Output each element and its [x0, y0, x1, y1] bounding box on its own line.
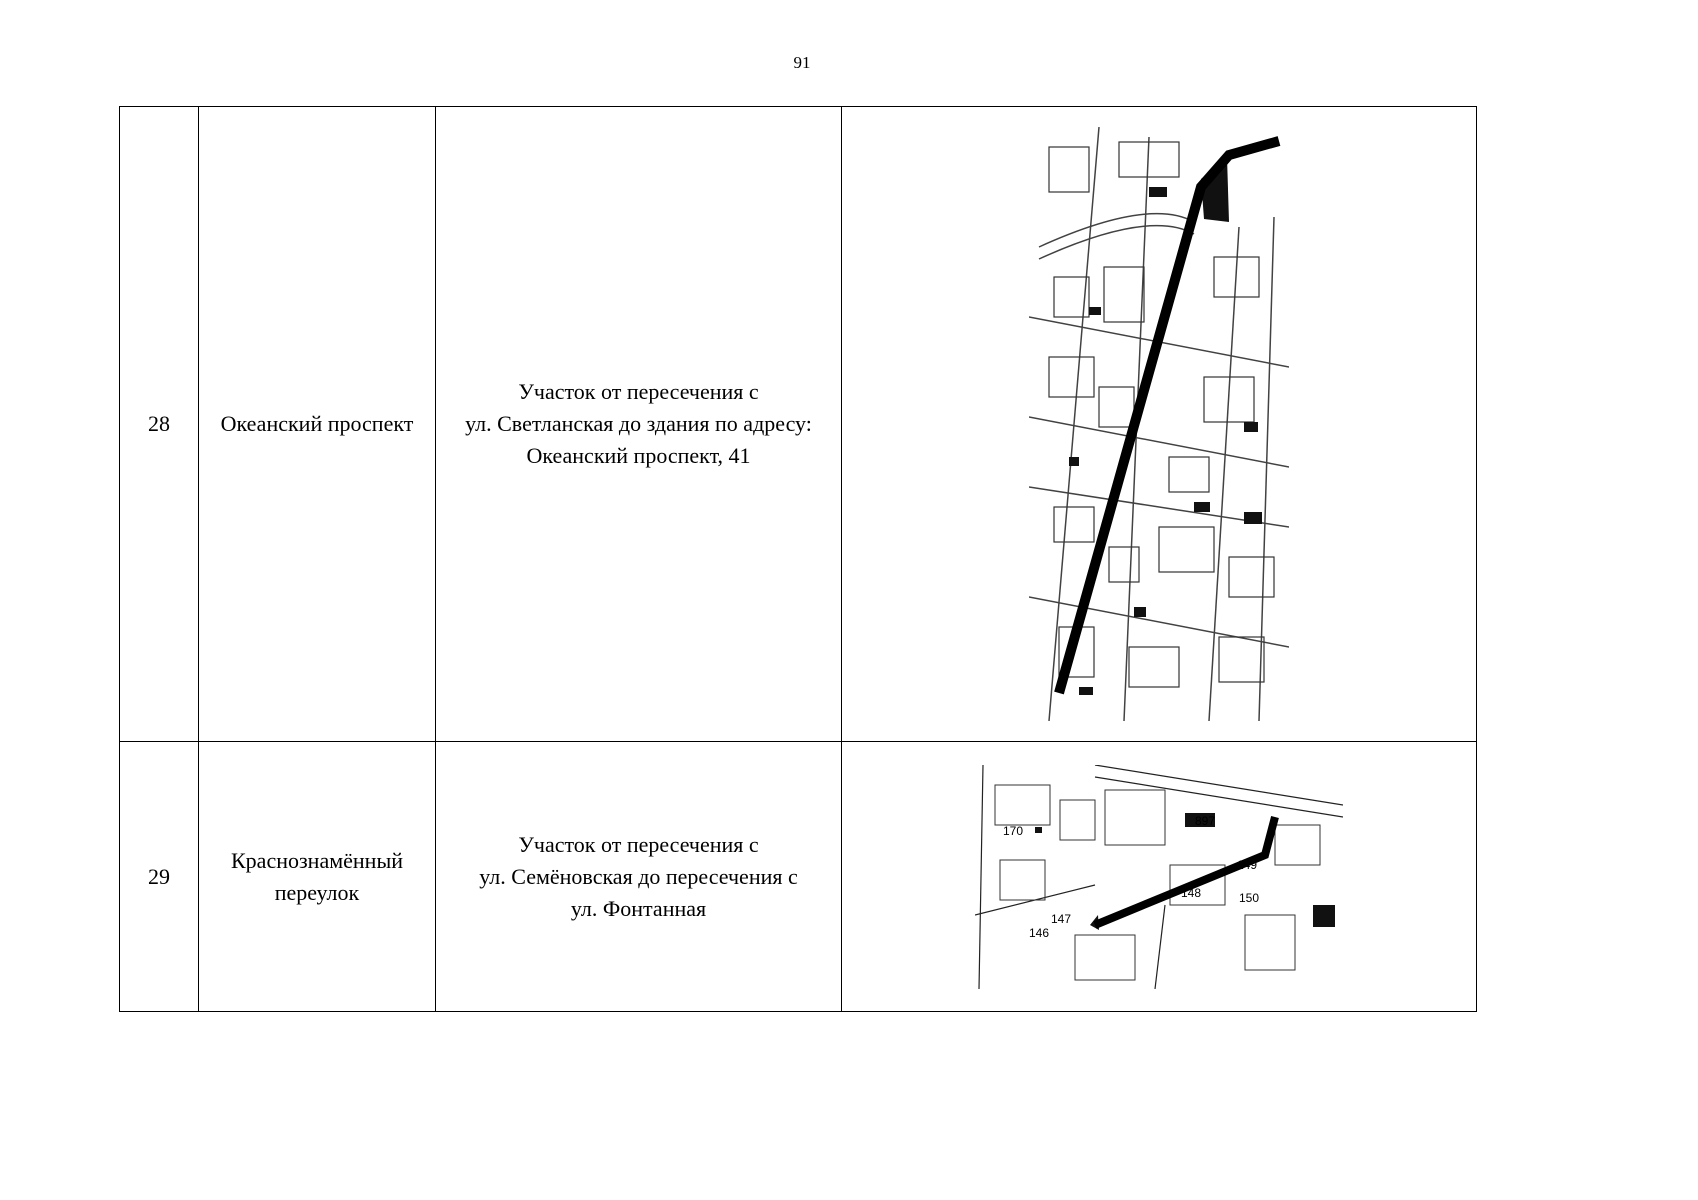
parcel-label: 148 — [1181, 885, 1202, 900]
parcel-label: 170 — [1003, 823, 1024, 838]
map-cell — [842, 107, 1477, 742]
section-description — [436, 107, 842, 742]
map-cell — [842, 742, 1477, 1012]
map-image — [975, 765, 1343, 989]
street-name-line: переулок — [274, 879, 360, 905]
row-number: 28 — [120, 107, 199, 742]
row-number: 29 — [120, 742, 199, 1012]
description-line: Участок от пересечения с — [518, 831, 759, 857]
parcel-label: 146 — [1029, 925, 1050, 940]
street-name: Океанский проспект — [199, 107, 436, 742]
description-line: Участок от пересечения с — [518, 379, 759, 404]
parcel-label: 150 — [1239, 890, 1260, 905]
description-line: ул. Семёновская до пересечения с — [479, 863, 798, 889]
okeansky-prospect-map — [1029, 127, 1289, 721]
table-row — [120, 742, 1477, 1012]
street-name — [199, 742, 436, 1012]
road-sections-table — [119, 106, 1477, 1012]
parcel-label: 149 — [1237, 857, 1258, 872]
krasnoznamenny-pereulok-map — [975, 765, 1343, 989]
parcel-label: 897 — [1195, 813, 1216, 828]
description-line: Океанский проспект, 41 — [526, 443, 751, 468]
parcel-label: 147 — [1051, 911, 1072, 926]
description-line: ул. Светланская до здания по адресу: — [465, 411, 812, 436]
description-line: ул. Фонтанная — [570, 895, 707, 921]
page-number: 91 — [793, 53, 811, 72]
table-row — [120, 107, 1477, 742]
section-description — [436, 742, 842, 1012]
map-image — [1029, 127, 1289, 721]
street-name-line: Краснознамённый — [231, 847, 403, 873]
